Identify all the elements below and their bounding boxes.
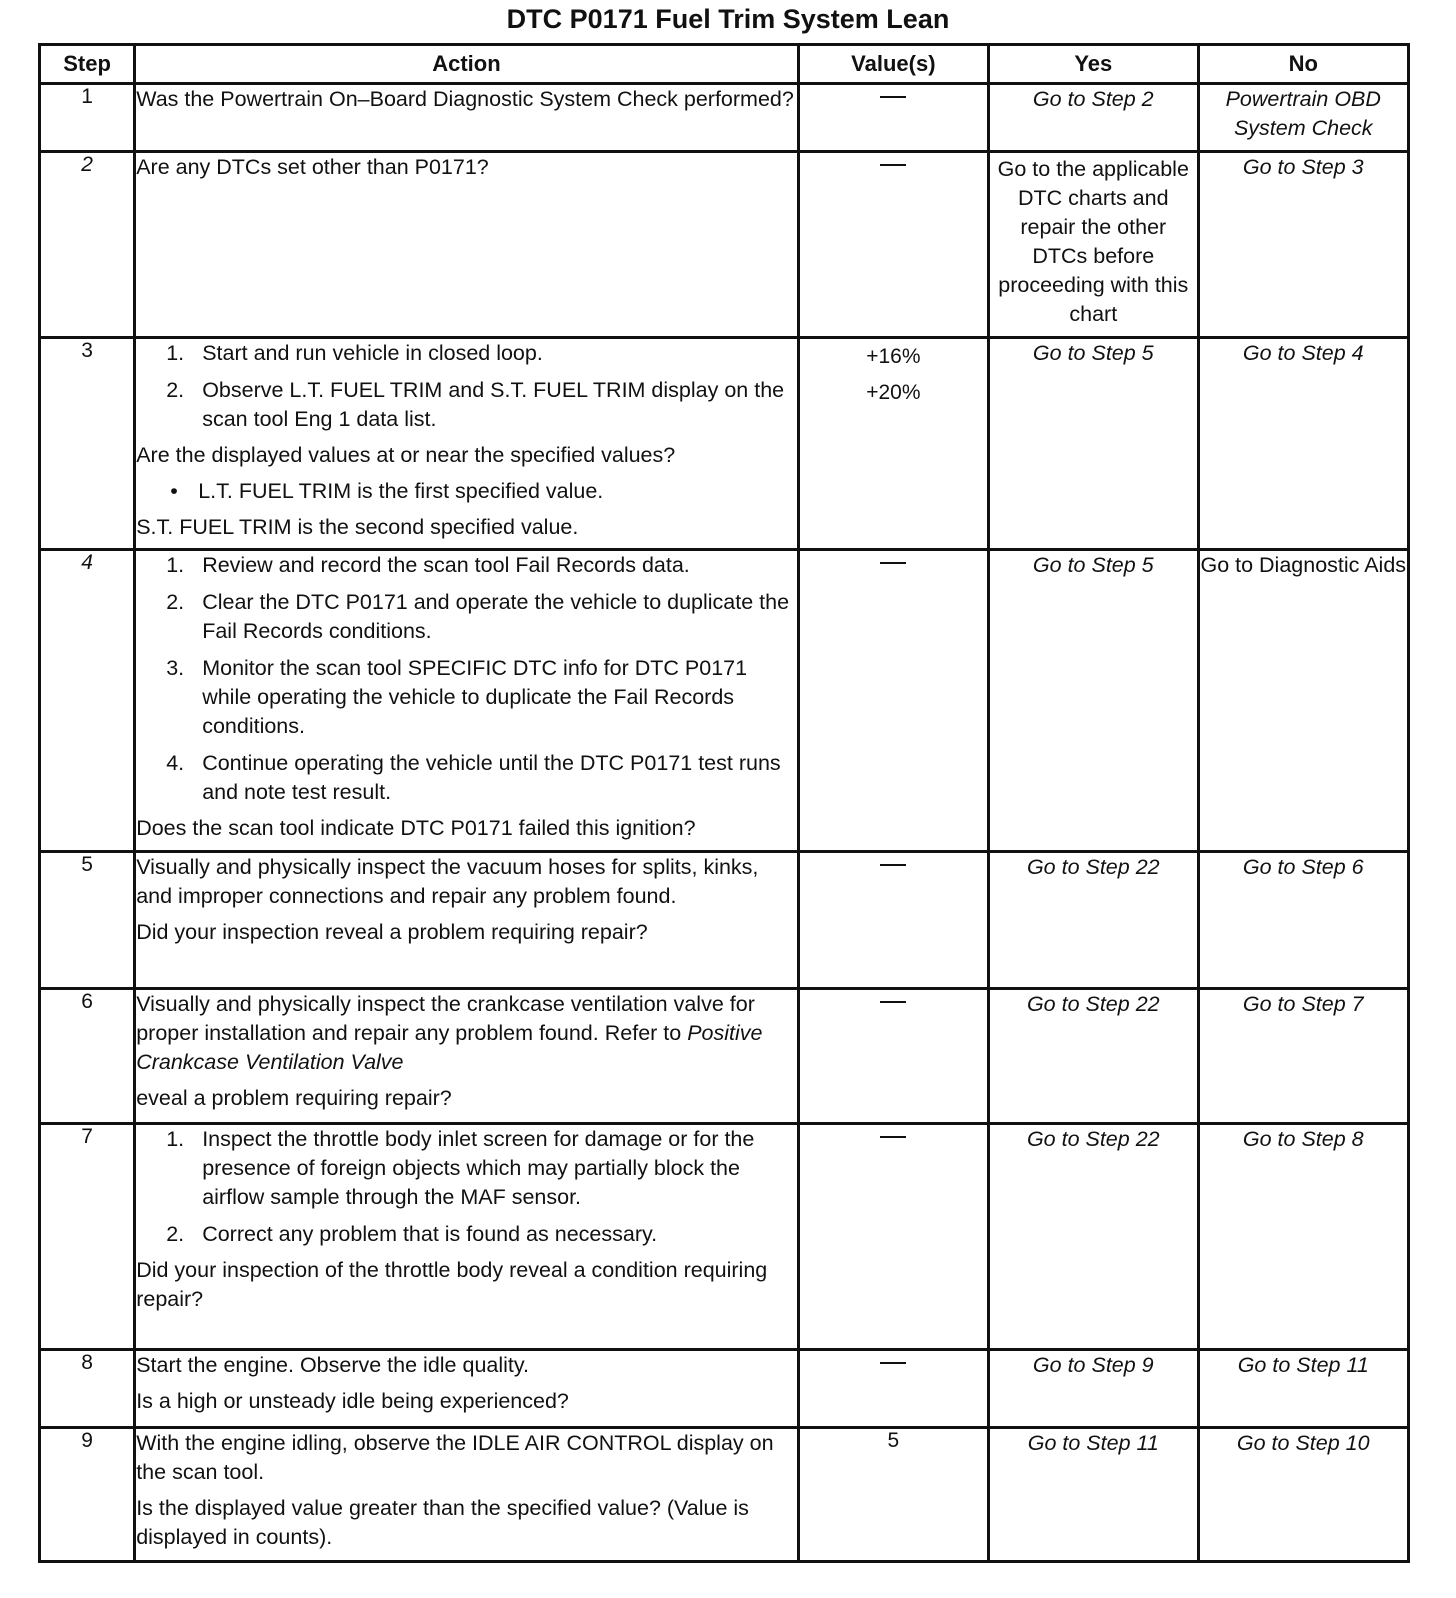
dtc-table xyxy=(38,43,1410,1563)
list-item: 1. Review and record the scan tool Fail Records data. xyxy=(166,553,690,577)
yes-link[interactable]: Go to Step 22 xyxy=(1026,1127,1160,1151)
action-text: Visually and physically inspect the crankcase ventilation valve for proper installation and repair any problem found. Refer to Positive Crankcase Ventilation Valve xyxy=(136,992,763,1074)
action-cell xyxy=(135,1124,798,1350)
no-cell xyxy=(1198,84,1408,152)
dash-value xyxy=(880,864,906,866)
yes-link[interactable]: Go to Step 22 xyxy=(1026,855,1160,879)
no-cell xyxy=(1198,550,1408,852)
table-row xyxy=(40,1428,1409,1562)
action-list xyxy=(136,339,796,434)
list-item: 1. Start and run vehicle in closed loop. xyxy=(166,341,543,365)
value-text: +16% xyxy=(866,345,921,368)
header-yes: Yes xyxy=(989,45,1198,84)
dash-value xyxy=(880,96,906,98)
list-item: 3. Monitor the scan tool SPECIFIC DTC info for DTC P0171 while operating the vehicle to duplicate the Fail Records conditions. xyxy=(166,656,748,738)
action-cell xyxy=(135,550,798,852)
bullet-list xyxy=(136,477,796,506)
yes-cell xyxy=(989,152,1198,338)
table-row xyxy=(40,84,1409,152)
action-cell xyxy=(135,989,798,1124)
action-question: Are the displayed values at or near the specified values? xyxy=(136,443,676,467)
header-step: Step xyxy=(40,45,135,84)
yes-link[interactable]: Go to Step 11 xyxy=(1027,1431,1159,1455)
table-row xyxy=(40,550,1409,852)
action-list xyxy=(136,1125,796,1249)
no-cell xyxy=(1198,338,1408,550)
action-list xyxy=(136,551,796,807)
step-number: 5 xyxy=(40,852,135,989)
dash-value xyxy=(880,1362,906,1364)
table-row xyxy=(40,338,1409,550)
yes-cell xyxy=(989,338,1198,550)
table-header-row xyxy=(40,45,1409,84)
header-no: No xyxy=(1198,45,1408,84)
dash-value xyxy=(880,1136,906,1138)
header-values: Value(s) xyxy=(798,45,988,84)
action-question: Is the displayed value greater than the specified value? (Value is displayed in counts). xyxy=(136,1496,749,1549)
step-number: 9 xyxy=(40,1428,135,1562)
no-link[interactable]: Powertrain OBD System Check xyxy=(1225,87,1381,140)
yes-cell xyxy=(989,989,1198,1124)
action-question: Did your inspection reveal a problem requiring repair? xyxy=(136,920,648,944)
no-link[interactable]: Go to Step 3 xyxy=(1242,155,1364,179)
yes-cell xyxy=(989,550,1198,852)
value-cell xyxy=(798,989,988,1124)
action-text: Was the Powertrain On–Board Diagnostic System Check performed? xyxy=(136,87,794,111)
yes-cell xyxy=(989,1428,1198,1562)
value-cell xyxy=(798,338,988,550)
value-cell xyxy=(798,550,988,852)
action-question: Did your inspection of the throttle body reveal a condition requiring repair? xyxy=(136,1258,768,1311)
no-link[interactable]: Go to Step 6 xyxy=(1242,855,1364,879)
step-number: 7 xyxy=(40,1124,135,1350)
table-row xyxy=(40,989,1409,1124)
yes-link[interactable]: Go to Step 22 xyxy=(1026,992,1160,1016)
list-item: 4. Continue operating the vehicle until the DTC P0171 test runs and note test result. xyxy=(166,751,781,804)
yes-link[interactable]: Go to Step 5 xyxy=(1032,553,1154,577)
step-number: 2 xyxy=(40,152,135,338)
action-text: Visually and physically inspect the vacuum hoses for splits, kinks, and improper connections and repair any problem found. xyxy=(136,855,759,908)
yes-cell xyxy=(989,84,1198,152)
yes-cell xyxy=(989,1350,1198,1428)
action-text: S.T. FUEL TRIM is the second specified value. xyxy=(136,515,579,539)
no-cell xyxy=(1198,852,1408,989)
value-cell xyxy=(798,152,988,338)
table-row xyxy=(40,852,1409,989)
header-action: Action xyxy=(135,45,798,84)
bullet-item: • L.T. FUEL TRIM is the first specified value. xyxy=(170,479,604,503)
dash-value xyxy=(880,164,906,166)
value-cell xyxy=(798,1124,988,1350)
action-cell xyxy=(135,152,798,338)
step-number: 4 xyxy=(40,550,135,852)
list-item: 2. Correct any problem that is found as necessary. xyxy=(166,1222,658,1246)
table-row xyxy=(40,1350,1409,1428)
no-cell xyxy=(1198,1428,1408,1562)
table-row xyxy=(40,1124,1409,1350)
list-item: 2. Observe L.T. FUEL TRIM and S.T. FUEL TRIM display on the scan tool Eng 1 data list. xyxy=(166,378,785,431)
action-text: With the engine idling, observe the IDLE AIR CONTROL display on the scan tool. xyxy=(136,1431,774,1484)
step-number: 8 xyxy=(40,1350,135,1428)
step-number: 6 xyxy=(40,989,135,1124)
action-question: Does the scan tool indicate DTC P0171 failed this ignition? xyxy=(136,816,696,840)
list-item: 1. Inspect the throttle body inlet screen for damage or for the presence of foreign objects which may partially block the airflow sample through the MAF sensor. xyxy=(166,1127,755,1209)
yes-cell xyxy=(989,1124,1198,1350)
reference-link[interactable]: Positive Crankcase Ventilation Valve xyxy=(136,1021,763,1074)
dash-value xyxy=(880,1001,906,1003)
yes-link[interactable]: Go to Step 9 xyxy=(1032,1353,1154,1377)
no-cell xyxy=(1198,1124,1408,1350)
no-cell xyxy=(1198,1350,1408,1428)
no-text[interactable]: Go to Diagnostic Aids xyxy=(1200,553,1407,577)
action-cell xyxy=(135,84,798,152)
action-text: Are any DTCs set other than P0171? xyxy=(136,155,489,179)
no-link[interactable]: Go to Step 10 xyxy=(1236,1431,1370,1455)
no-link[interactable]: Go to Step 4 xyxy=(1242,341,1364,365)
page-title: DTC P0171 Fuel Trim System Lean xyxy=(506,4,950,34)
no-cell xyxy=(1198,989,1408,1124)
value-text: +20% xyxy=(866,381,921,404)
action-question: eveal a problem requiring repair? xyxy=(136,1086,452,1110)
action-cell xyxy=(135,1350,798,1428)
yes-text[interactable]: Go to the applicable DTC charts and repair the other DTCs before proceeding with this chart xyxy=(997,157,1189,326)
step-number: 1 xyxy=(40,84,135,152)
no-link[interactable]: Go to Step 11 xyxy=(1237,1353,1369,1377)
value-cell xyxy=(798,852,988,989)
list-item: 2. Clear the DTC P0171 and operate the vehicle to duplicate the Fail Records conditions. xyxy=(166,590,790,643)
action-text: Start the engine. Observe the idle quality. xyxy=(136,1353,530,1377)
table-row xyxy=(40,152,1409,338)
value-cell: 5 xyxy=(798,1428,988,1562)
action-cell xyxy=(135,1428,798,1562)
step-number: 3 xyxy=(40,338,135,550)
value-cell xyxy=(798,84,988,152)
no-link[interactable]: Go to Step 7 xyxy=(1242,992,1364,1016)
yes-link[interactable]: Go to Step 2 xyxy=(1032,87,1154,111)
no-cell xyxy=(1198,152,1408,338)
no-link[interactable]: Go to Step 8 xyxy=(1242,1127,1364,1151)
action-cell xyxy=(135,852,798,989)
dash-value xyxy=(880,562,906,564)
action-cell xyxy=(135,338,798,550)
yes-link[interactable]: Go to Step 5 xyxy=(1032,341,1154,365)
action-question: Is a high or unsteady idle being experienced? xyxy=(136,1389,569,1413)
yes-cell xyxy=(989,852,1198,989)
value-cell xyxy=(798,1350,988,1428)
